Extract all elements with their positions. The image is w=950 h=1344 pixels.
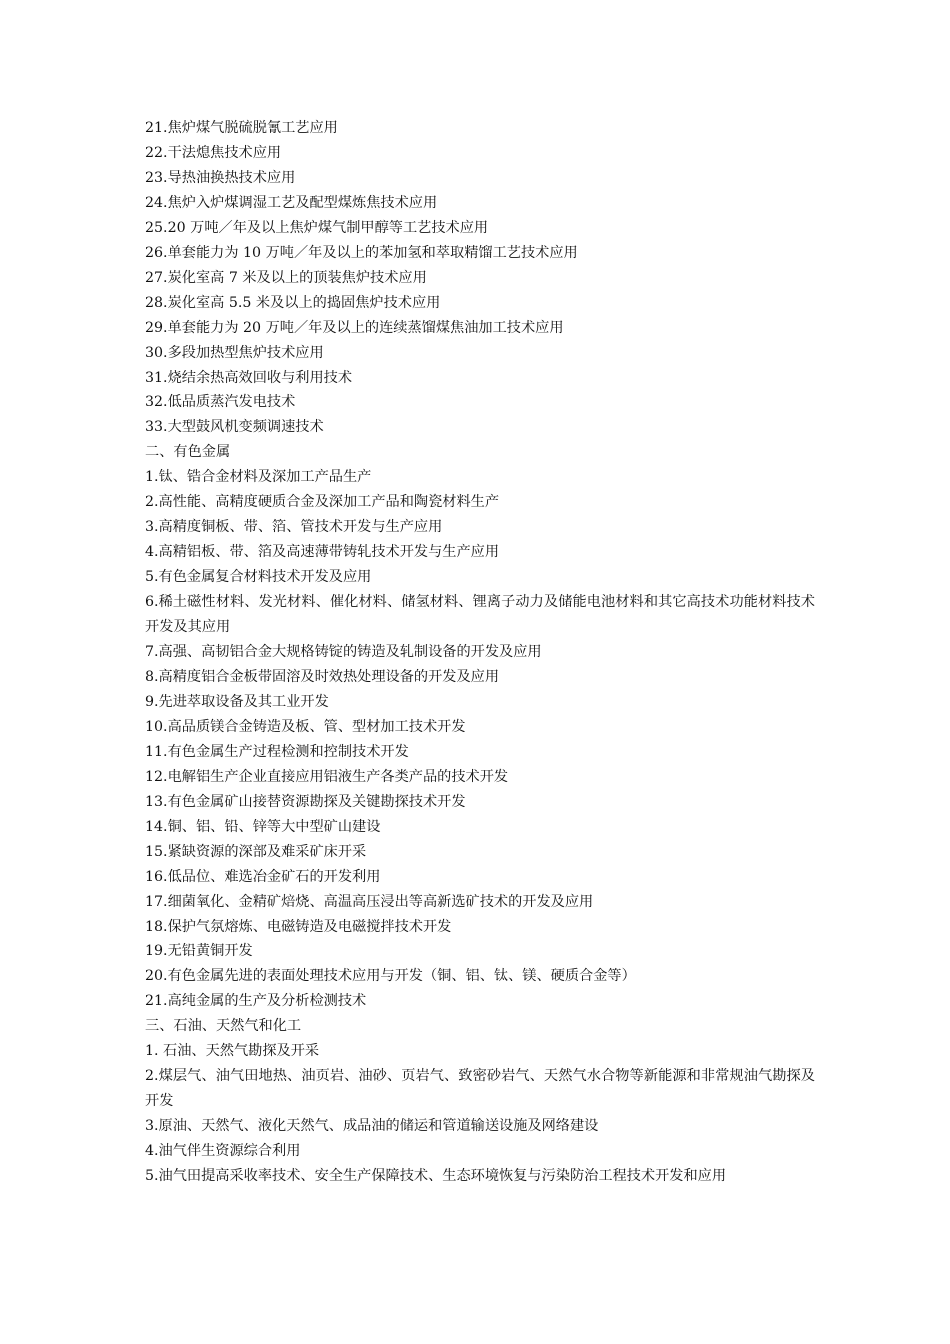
list-item: 32.低品质蒸汽发电技术 [145, 394, 296, 411]
list-item: 3.原油、天然气、液化天然气、成品油的储运和管道输送设施及网络建设 [145, 1118, 599, 1135]
list-item: 7.高强、高韧铝合金大规格铸锭的铸造及轧制设备的开发及应用 [145, 644, 542, 661]
list-item: 2.煤层气、油气田地热、油页岩、油砂、页岩气、致密砂岩气、天然气水合物等新能源和非常规油气勘探及开发 [145, 1068, 815, 1110]
list-item: 20.有色金属先进的表面处理技术应用与开发（铜、铝、钛、镁、硬质合金等） [145, 968, 636, 985]
list-item: 11.有色金属生产过程检测和控制技术开发 [145, 743, 409, 760]
list-item: 25.20 万吨／年及以上焦炉煤气制甲醇等工艺技术应用 [145, 219, 489, 236]
list-item: 5.油气田提高采收率技术、安全生产保障技术、生态环境恢复与污染防治工程技术开发和应用 [145, 1168, 727, 1185]
list-item: 1.钛、锆合金材料及深加工产品生产 [145, 469, 372, 486]
list-item: 29.单套能力为 20 万吨／年及以上的连续蒸馏煤焦油加工技术应用 [145, 319, 564, 336]
list-item: 13.有色金属矿山接替资源勘探及关键勘探技术开发 [145, 793, 466, 810]
list-item: 9.先进萃取设备及其工业开发 [145, 693, 329, 710]
list-item: 8.高精度铝合金板带固溶及时效热处理设备的开发及应用 [145, 668, 500, 685]
list-item: 4.油气伴生资源综合利用 [145, 1143, 301, 1160]
list-item: 24.焦炉入炉煤调湿工艺及配型煤炼焦技术应用 [145, 194, 438, 211]
list-item: 2.高性能、高精度硬质合金及深加工产品和陶瓷材料生产 [145, 494, 500, 511]
list-item: 1. 石油、天然气勘探及开采 [145, 1043, 320, 1060]
list-item: 22.干法熄焦技术应用 [145, 144, 282, 161]
list-item: 4.高精铝板、带、箔及高速薄带铸轧技术开发与生产应用 [145, 544, 500, 561]
list-item: 3.高精度铜板、带、箔、管技术开发与生产应用 [145, 519, 443, 536]
list-item: 26.单套能力为 10 万吨／年及以上的苯加氢和萃取精馏工艺技术应用 [145, 244, 578, 261]
list-item: 23.导热油换热技术应用 [145, 169, 296, 186]
list-item: 27.炭化室高 7 米及以上的顶装焦炉技术应用 [145, 269, 427, 286]
list-item: 14.铜、铝、铅、锌等大中型矿山建设 [145, 818, 381, 835]
list-item: 6.稀土磁性材料、发光材料、催化材料、储氢材料、锂离子动力及储能电池材料和其它高技术功能材料技术开发及其应用 [145, 594, 815, 636]
list-item: 33.大型鼓风机变频调速技术 [145, 419, 324, 436]
list-item: 12.电解铝生产企业直接应用铝液生产各类产品的技术开发 [145, 768, 509, 785]
list-item: 10.高品质镁合金铸造及板、管、型材加工技术开发 [145, 718, 466, 735]
list-item: 5.有色金属复合材料技术开发及应用 [145, 569, 372, 586]
list-item: 21.高纯金属的生产及分析检测技术 [145, 993, 367, 1010]
list-item: 19.无铅黄铜开发 [145, 943, 253, 960]
section-heading: 三、石油、天然气和化工 [145, 1018, 302, 1035]
list-item: 31.烧结余热高效回收与利用技术 [145, 369, 353, 386]
list-item: 21.焦炉煤气脱硫脱氰工艺应用 [145, 120, 338, 136]
list-item: 28.炭化室高 5.5 米及以上的捣固焦炉技术应用 [145, 294, 441, 311]
list-item: 16.低品位、难选冶金矿石的开发利用 [145, 868, 381, 885]
list-item: 30.多段加热型焦炉技术应用 [145, 344, 324, 361]
list-item: 17.细菌氧化、金精矿焙烧、高温高压浸出等高新选矿技术的开发及应用 [145, 893, 594, 910]
list-item: 15.紧缺资源的深部及难采矿床开采 [145, 843, 367, 860]
list-item: 18.保护气氛熔炼、电磁铸造及电磁搅拌技术开发 [145, 918, 452, 935]
document-body [145, 116, 815, 1189]
section-heading: 二、有色金属 [145, 444, 231, 461]
